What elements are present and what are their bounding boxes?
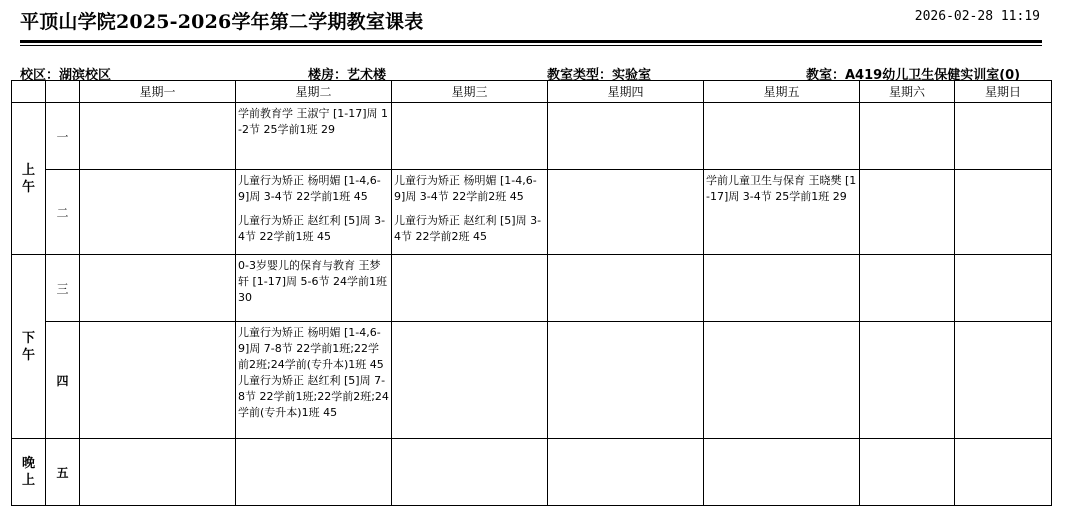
schedule-cell-fri-2[interactable] [704, 170, 860, 255]
schedule-cell-mon-1[interactable] [80, 103, 236, 170]
schedule-cell-sat-3[interactable] [860, 255, 955, 322]
day-header-tue: 星期二 [236, 81, 392, 103]
schedule-cell-sat-4[interactable] [860, 322, 955, 439]
slot-label: 一 [46, 103, 80, 170]
campus-info: 校区：湖滨校区 [20, 68, 112, 83]
slot-label: 三 [46, 255, 80, 322]
course-entry: 儿童行为矫正 赵红利 [5]周 3-4节 22学前1班 45 [238, 214, 386, 243]
header-rule-thick [20, 40, 1042, 43]
schedule-cell-sun-5[interactable] [955, 439, 1052, 506]
schedule-cell-wed-3[interactable] [392, 255, 548, 322]
schedule-cell-thu-5[interactable] [548, 439, 704, 506]
schedule-cell-fri-3[interactable] [704, 255, 860, 322]
course-entry: 学前教育学 王淑宁 [1-17]周 1-2节 25学前1班 29 [238, 107, 389, 136]
schedule-cell-sat-2[interactable] [860, 170, 955, 255]
schedule-cell-tue-1[interactable] [236, 103, 392, 170]
room-type-info: 教室类型：实验室 [547, 68, 652, 83]
day-header-mon: 星期一 [80, 81, 236, 103]
header-rule-thin [20, 45, 1042, 46]
schedule-cell-fri-4[interactable] [704, 322, 860, 439]
schedule-cell-mon-3[interactable] [80, 255, 236, 322]
slot-label: 五 [46, 439, 80, 506]
course-entry: 0-3岁婴儿的保育与教育 王梦轩 [1-17]周 5-6节 24学前1班 30 [238, 259, 387, 304]
table-row [12, 170, 1052, 255]
schedule-cell-sun-1[interactable] [955, 103, 1052, 170]
schedule-cell-thu-1[interactable] [548, 103, 704, 170]
page-title: 平顶山学院2025-2026学年第二学期教室课表 [20, 11, 424, 33]
schedule-cell-wed-2[interactable] [392, 170, 548, 255]
section-label: 晚上 [21, 456, 35, 488]
schedule-cell-sun-3[interactable] [955, 255, 1052, 322]
day-header-thu: 星期四 [548, 81, 704, 103]
course-entry: 儿童行为矫正 杨明媚 [1-4,6-9]周 3-4节 22学前1班 45 [238, 174, 381, 203]
table-row [12, 439, 1052, 506]
course-entry: 儿童行为矫正 赵红利 [5]周 3-4节 22学前2班 45 [394, 214, 542, 243]
schedule-cell-tue-4[interactable] [236, 322, 392, 439]
day-header-wed: 星期三 [392, 81, 548, 103]
schedule-cell-wed-4[interactable] [392, 322, 548, 439]
schedule-table [11, 80, 1052, 506]
course-entry: 儿童行为矫正 杨明媚 [1-4,6-9]周 3-4节 22学前2班 45 [394, 174, 537, 203]
room-info: 教室：A419幼儿卫生保健实训室(0) [806, 68, 1021, 83]
day-header-sat: 星期六 [860, 81, 955, 103]
day-header-fri: 星期五 [704, 81, 860, 103]
schedule-cell-mon-2[interactable] [80, 170, 236, 255]
section-label: 下午 [21, 330, 35, 363]
schedule-cell-wed-5[interactable] [392, 439, 548, 506]
corner-cell [12, 81, 46, 103]
schedule-cell-wed-1[interactable] [392, 103, 548, 170]
schedule-cell-fri-5[interactable] [704, 439, 860, 506]
course-entry: 儿童行为矫正 赵红利 [5]周 7-8节 22学前1班;22学前2班;24学前(专升本)1班 45 [238, 374, 389, 419]
schedule-cell-mon-5[interactable] [80, 439, 236, 506]
section-afternoon [12, 255, 46, 439]
schedule-cell-thu-4[interactable] [548, 322, 704, 439]
table-row [12, 255, 1052, 322]
slot-label: 二 [46, 170, 80, 255]
print-timestamp: 2026-02-28 11:19 [914, 9, 1040, 24]
day-header-row [12, 81, 1052, 103]
table-row [12, 322, 1052, 439]
schedule-cell-thu-3[interactable] [548, 255, 704, 322]
schedule-cell-fri-1[interactable] [704, 103, 860, 170]
slot-label: 四 [46, 322, 80, 439]
section-label: 上午 [21, 162, 35, 195]
schedule-cell-mon-4[interactable] [80, 322, 236, 439]
schedule-cell-thu-2[interactable] [548, 170, 704, 255]
schedule-cell-tue-5[interactable] [236, 439, 392, 506]
building-info: 楼房：艺术楼 [308, 68, 387, 83]
schedule-cell-tue-3[interactable] [236, 255, 392, 322]
schedule-cell-sun-4[interactable] [955, 322, 1052, 439]
schedule-cell-sat-1[interactable] [860, 103, 955, 170]
schedule-cell-sun-2[interactable] [955, 170, 1052, 255]
table-row [12, 103, 1052, 170]
course-entry: 学前儿童卫生与保育 王晓樊 [1-17]周 3-4节 25学前1班 29 [706, 174, 857, 203]
section-morning [12, 103, 46, 255]
schedule-cell-tue-2[interactable] [236, 170, 392, 255]
course-entry: 儿童行为矫正 杨明媚 [1-4,6-9]周 7-8节 22学前1班;22学前2班;24学前(专升本)1班 45 [238, 326, 384, 371]
corner-cell-2 [46, 81, 80, 103]
schedule-cell-sat-5[interactable] [860, 439, 955, 506]
section-evening [12, 439, 46, 506]
day-header-sun: 星期日 [955, 81, 1052, 103]
